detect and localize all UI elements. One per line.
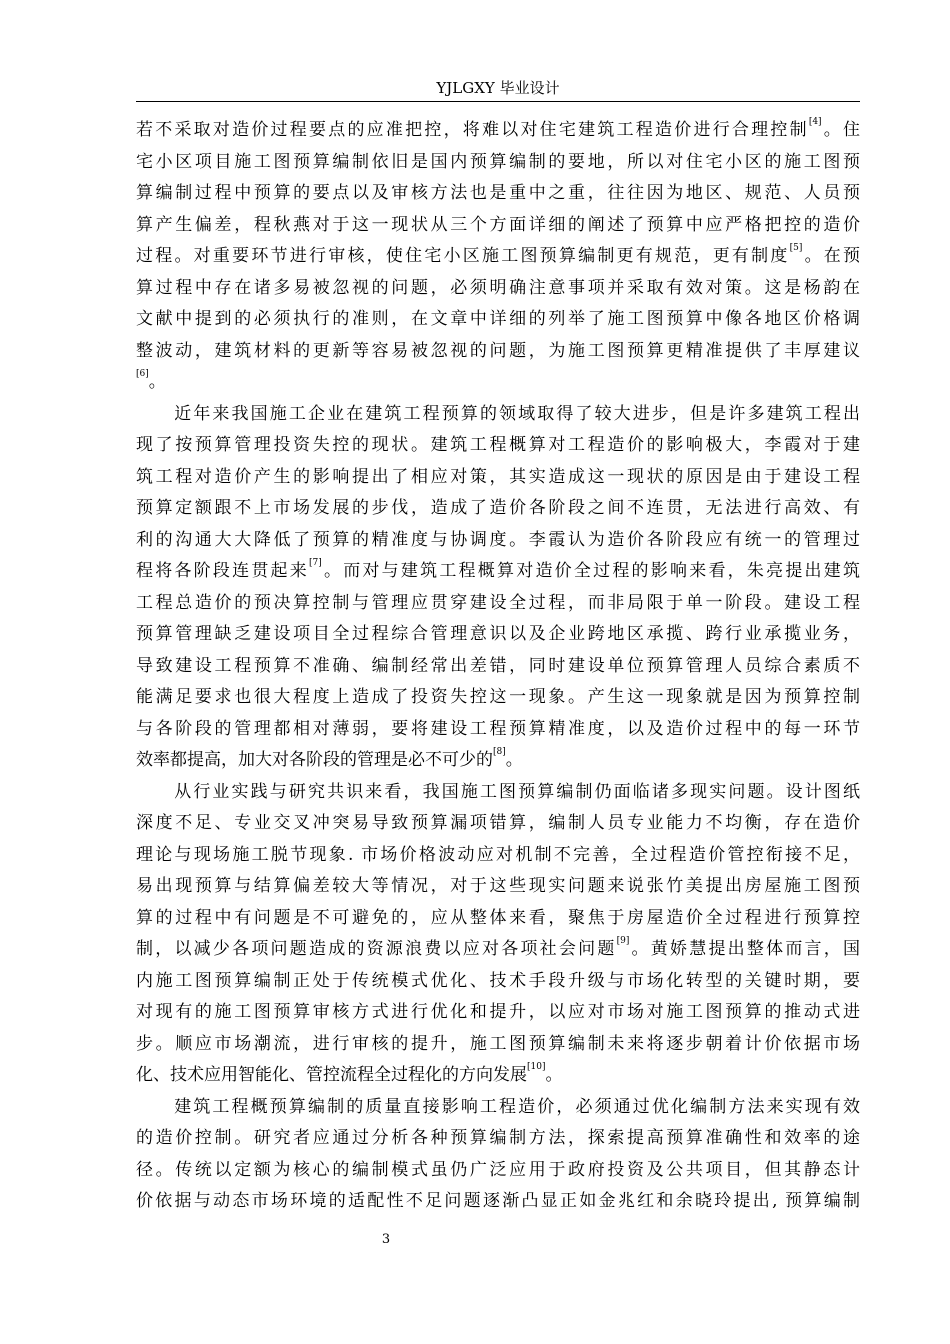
line-text: 宅小区项目施工图预算编制依旧是国内预算编制的要地，所以对住宅小区的施工图预 [136,151,860,172]
line-text: 与各阶段的管理都相对薄弱，要将建设工程预算精准度，以及造价过程中的每一环节 [136,718,860,739]
text-line [136,1029,860,1061]
line-text: 导致建设工程预算不准确、编制经常出差错，同时建设单位预算管理人员综合素质不 [136,655,860,676]
text-line [136,525,860,557]
line-text-tail: 。住 [821,120,860,140]
page-number [136,1232,636,1248]
line-text-tail: 。在预 [802,246,860,266]
header-title: YJLGXY 毕业设计 [436,79,560,97]
text-line [136,871,860,903]
line-text: 能满足要求也很大程度上造成了投资失控这一现象。产生这一现象就是因为预算控制 [136,687,860,707]
text-line [136,588,860,620]
line-text-tail: 。而对与建筑工程概算对造价全过程的影响来看，朱亮提出建筑 [321,561,860,581]
line-text: 对现有的施工图预算审核方式进行优化和提升，以应对市场对施工图预算的推动式进 [136,1002,860,1022]
text-line [136,336,860,368]
line-text: 利的沟通大大降低了预算的精准度与协调度。李霞认为造价各阶段应有统一的管理过 [136,529,860,550]
text-line [136,273,860,305]
line-text: 筑工程对造价产生的影响提出了相应对策，其实造成这一现状的原因是由于建设工程 [136,466,860,487]
line-text: 效率都提高，加大对各阶段的管理是必不可少的 [136,750,493,770]
citation-marker: [10] [527,1062,546,1072]
line-text: 算产生偏差，程秋燕对于这一现状从三个方面详细的阐述了预算中应严格把控的造价 [136,214,860,235]
line-text: 化、技术应用智能化、管控流程全过程化的方向发展 [136,1065,527,1085]
line-text: 理论与现场施工脱节现象. 市场价格波动应对机制不完善，全过程造价管控衔接不足， [136,844,860,865]
line-text: 算的过程中有问题是不可避免的，应从整体来看，聚焦于房屋造价全过程进行预算控 [136,907,860,928]
page-number-text: 3 [381,1232,391,1247]
text-line [136,241,860,273]
line-text-tail: 。 [148,372,166,392]
text-line [136,462,860,494]
line-text: 内施工图预算编制正处于传统模式优化、技术手段升级与市场化转型的关键时期，要 [136,970,860,991]
text-line [136,1155,860,1187]
line-text: 工程总造价的预决算控制与管理应贯穿建设全过程，而非局限于单一阶段。建设工程 [136,592,860,613]
line-text: 步。顺应市场潮流，进行审核的提升，施工图预算编制未来将逐步朝着计价依据市场 [136,1033,860,1054]
text-line [136,493,860,525]
line-text: 价依据与动态市场环境的适配性不足问题逐渐凸显正如金兆红和余晓玲提出, 预算编制 [136,1191,860,1211]
text-line [136,178,860,210]
line-text: 预算管理缺乏建设项目全过程综合管理意识以及企业跨地区承揽、跨行业承揽业务， [136,624,860,644]
text-line [136,651,860,683]
line-text: 预算定额跟不上市场发展的步伐，造成了造价各阶段之间不连贯，无法进行高效、有 [136,498,860,518]
line-text: 从行业实践与研究共识来看，我国施工图预算编制仍面临诸多现实问题。设计图纸 [136,781,860,802]
line-text: 算编制过程中预算的要点以及审核方法也是重中之重，往往因为地区、规范、人员预 [136,183,860,203]
line-text: 现了按预算管理投资失控的现状。建筑工程概算对工程造价的影响极大，李霞对于建 [136,435,860,455]
text-line [136,1092,860,1124]
text-line [136,556,860,588]
line-text-tail: 。 [545,1065,563,1085]
citation-marker: [5] [789,243,803,253]
text-line [136,304,860,336]
line-text: 整波动，建筑材料的更新等容易被忽视的问题，为施工图预算更精准提供了丰厚建议 [136,340,860,361]
line-text: 文献中提到的必须执行的准则，在文章中详细的列举了施工图预算中像各地区价格调 [136,309,860,329]
line-text: 建筑工程概预算编制的质量直接影响工程造价，必须通过优化编制方法来实现有效 [136,1096,860,1117]
text-line [136,147,860,179]
text-line [136,1060,860,1092]
text-line [136,430,860,462]
line-text: 的造价控制。研究者应通过分析各种预算编制方法，探索提高预算准确性和效率的途 [136,1128,860,1148]
text-line [136,682,860,714]
citation-marker: [7] [309,558,322,568]
text-line [136,115,860,147]
line-text: 算过程中存在诸多易被忽视的问题，必须明确注意事项并采取有效对策。这是杨韵在 [136,277,860,298]
text-line [136,367,860,399]
body-text [136,115,860,1218]
page-header [136,78,860,98]
line-text: 若不采取对造价过程要点的应准把控，将难以对住宅建筑工程造价进行合理控制 [136,120,809,140]
line-text-tail: 。黄娇慧提出整体而言，国 [629,939,860,959]
line-text: 径。传统以定额为核心的编制模式虽仍广泛应用于政府投资及公共项目，但其静态计 [136,1159,860,1180]
text-line [136,840,860,872]
text-line [136,714,860,746]
text-line [136,1123,860,1155]
header-divider [136,101,860,102]
line-text: 近年来我国施工企业在建筑工程预算的领域取得了较大进步，但是许多建筑工程出 [136,403,860,424]
text-line [136,997,860,1029]
text-line [136,210,860,242]
text-line [136,777,860,809]
citation-marker: [6] [136,369,149,379]
line-text: 制，以减少各项问题造成的资源浪费以应对各项社会问题 [136,939,617,959]
text-line [136,399,860,431]
text-line [136,903,860,935]
line-text-tail: 。 [505,750,523,770]
text-line [136,934,860,966]
text-line [136,808,860,840]
line-text: 易出现预算与结算偏差较大等情况，对于这些现实问题来说张竹美提出房屋施工图预 [136,876,860,896]
text-line [136,745,860,777]
text-line [136,966,860,998]
text-line [136,619,860,651]
line-text: 过程。对重要环节进行审核，使住宅小区施工图预算编制更有规范，更有制度 [136,246,790,266]
citation-marker: [8] [493,747,506,757]
line-text: 深度不足、专业交叉冲突易导致预算漏项错算，编制人员专业能力不均衡，存在造价 [136,813,860,833]
line-text: 程将各阶段连贯起来 [136,561,310,581]
citation-marker: [4] [808,117,822,127]
citation-marker: [9] [616,936,630,946]
text-line [136,1186,860,1218]
